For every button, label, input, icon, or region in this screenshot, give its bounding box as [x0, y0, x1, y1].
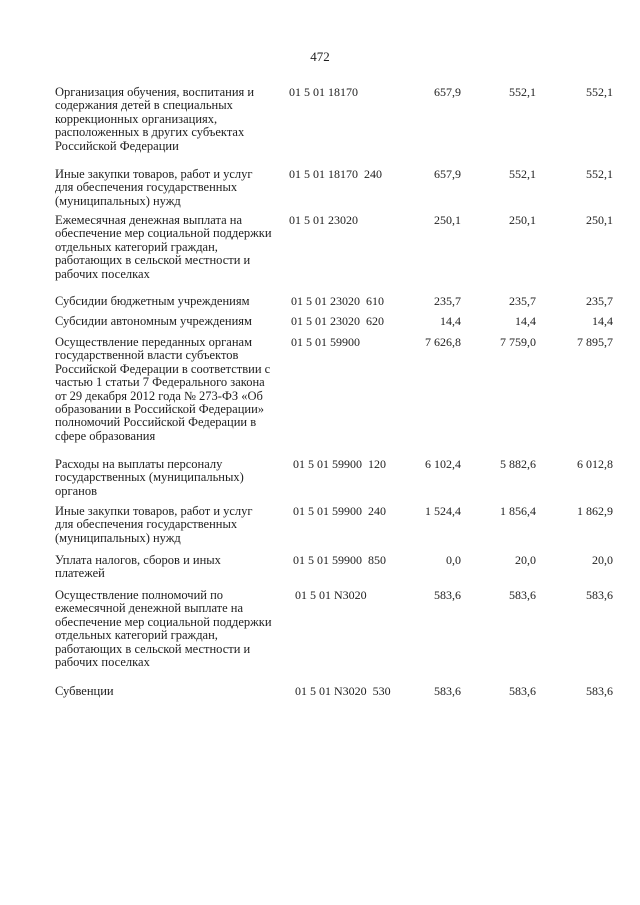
row-value-1: 6 102,4 — [425, 457, 461, 471]
row-value-2: 552,1 — [509, 167, 536, 181]
row-value-3: 552,1 — [586, 167, 613, 181]
row-description: Иные закупки товаров, работ и услуг для обеспечения государственных (муниципальных) нужд — [55, 167, 253, 208]
row-value-1: 7 626,8 — [425, 335, 461, 349]
row-value-1: 14,4 — [440, 314, 461, 328]
row-code: 01 5 01 23020 610 — [291, 294, 384, 308]
row-description: Иные закупки товаров, работ и услуг для обеспечения государственных (муниципальных) нужд — [55, 504, 253, 545]
row-value-1: 657,9 — [434, 167, 461, 181]
row-code: 01 5 01 18170 — [289, 85, 358, 99]
row-value-3: 7 895,7 — [577, 335, 613, 349]
row-code: 01 5 01 18170 240 — [289, 167, 382, 181]
row-value-3: 250,1 — [586, 213, 613, 227]
row-value-3: 583,6 — [586, 684, 613, 698]
row-code: 01 5 01 59900 850 — [293, 553, 386, 567]
row-value-3: 235,7 — [586, 294, 613, 308]
row-description: Субсидии автономным учреждениям — [55, 314, 252, 328]
row-value-2: 552,1 — [509, 85, 536, 99]
row-description: Осуществление полномочий по ежемесячной денежной выплате на обеспечение мер социальной поддержки отдельных категорий граждан, работающих в сельской местности и рабочих поселках — [55, 588, 272, 670]
row-value-2: 235,7 — [509, 294, 536, 308]
row-description: Осуществление переданных органам государственной власти субъектов Российской Федерации в соответствии с частью 1 статьи 7 Федерального закона от 29 декабря 2012 года № 273-ФЗ «Об образовании в Российской Федерации» полномочий Российской Федерации в сфере образования — [55, 335, 271, 443]
row-value-2: 5 882,6 — [500, 457, 536, 471]
row-code: 01 5 01 59900 — [291, 335, 360, 349]
page-number: 472 — [310, 49, 330, 64]
row-description: Ежемесячная денежная выплата на обеспечение мер социальной поддержки отдельных категорий граждан, работающих в сельской местности и рабочих поселках — [55, 213, 272, 281]
row-code: 01 5 01 59900 120 — [293, 457, 386, 471]
row-value-3: 20,0 — [592, 553, 613, 567]
row-value-2: 583,6 — [509, 684, 536, 698]
row-code: 01 5 01 N3020 — [295, 588, 367, 602]
row-value-1: 583,6 — [434, 588, 461, 602]
row-code: 01 5 01 N3020 530 — [295, 684, 391, 698]
row-value-2: 583,6 — [509, 588, 536, 602]
row-value-2: 14,4 — [515, 314, 536, 328]
row-code: 01 5 01 59900 240 — [293, 504, 386, 518]
row-value-3: 1 862,9 — [577, 504, 613, 518]
row-value-1: 657,9 — [434, 85, 461, 99]
row-description: Субсидии бюджетным учреждениям — [55, 294, 250, 308]
row-value-2: 250,1 — [509, 213, 536, 227]
row-value-2: 20,0 — [515, 553, 536, 567]
row-value-3: 583,6 — [586, 588, 613, 602]
row-value-2: 1 856,4 — [500, 504, 536, 518]
row-value-1: 583,6 — [434, 684, 461, 698]
row-code: 01 5 01 23020 — [289, 213, 358, 227]
row-value-3: 552,1 — [586, 85, 613, 99]
row-description: Субвенции — [55, 684, 114, 698]
row-value-3: 6 012,8 — [577, 457, 613, 471]
row-value-1: 0,0 — [446, 553, 461, 567]
row-value-1: 235,7 — [434, 294, 461, 308]
row-value-1: 250,1 — [434, 213, 461, 227]
row-code: 01 5 01 23020 620 — [291, 314, 384, 328]
row-value-1: 1 524,4 — [425, 504, 461, 518]
row-value-3: 14,4 — [592, 314, 613, 328]
row-description: Организация обучения, воспитания и содержания детей в специальных коррекционных организациях, расположенных в других субъектах Российской Федерации — [55, 85, 255, 153]
row-value-2: 7 759,0 — [500, 335, 536, 349]
row-description: Уплата налогов, сборов и иных платежей — [55, 553, 221, 581]
row-description: Расходы на выплаты персоналу государственных (муниципальных) органов — [55, 457, 244, 498]
